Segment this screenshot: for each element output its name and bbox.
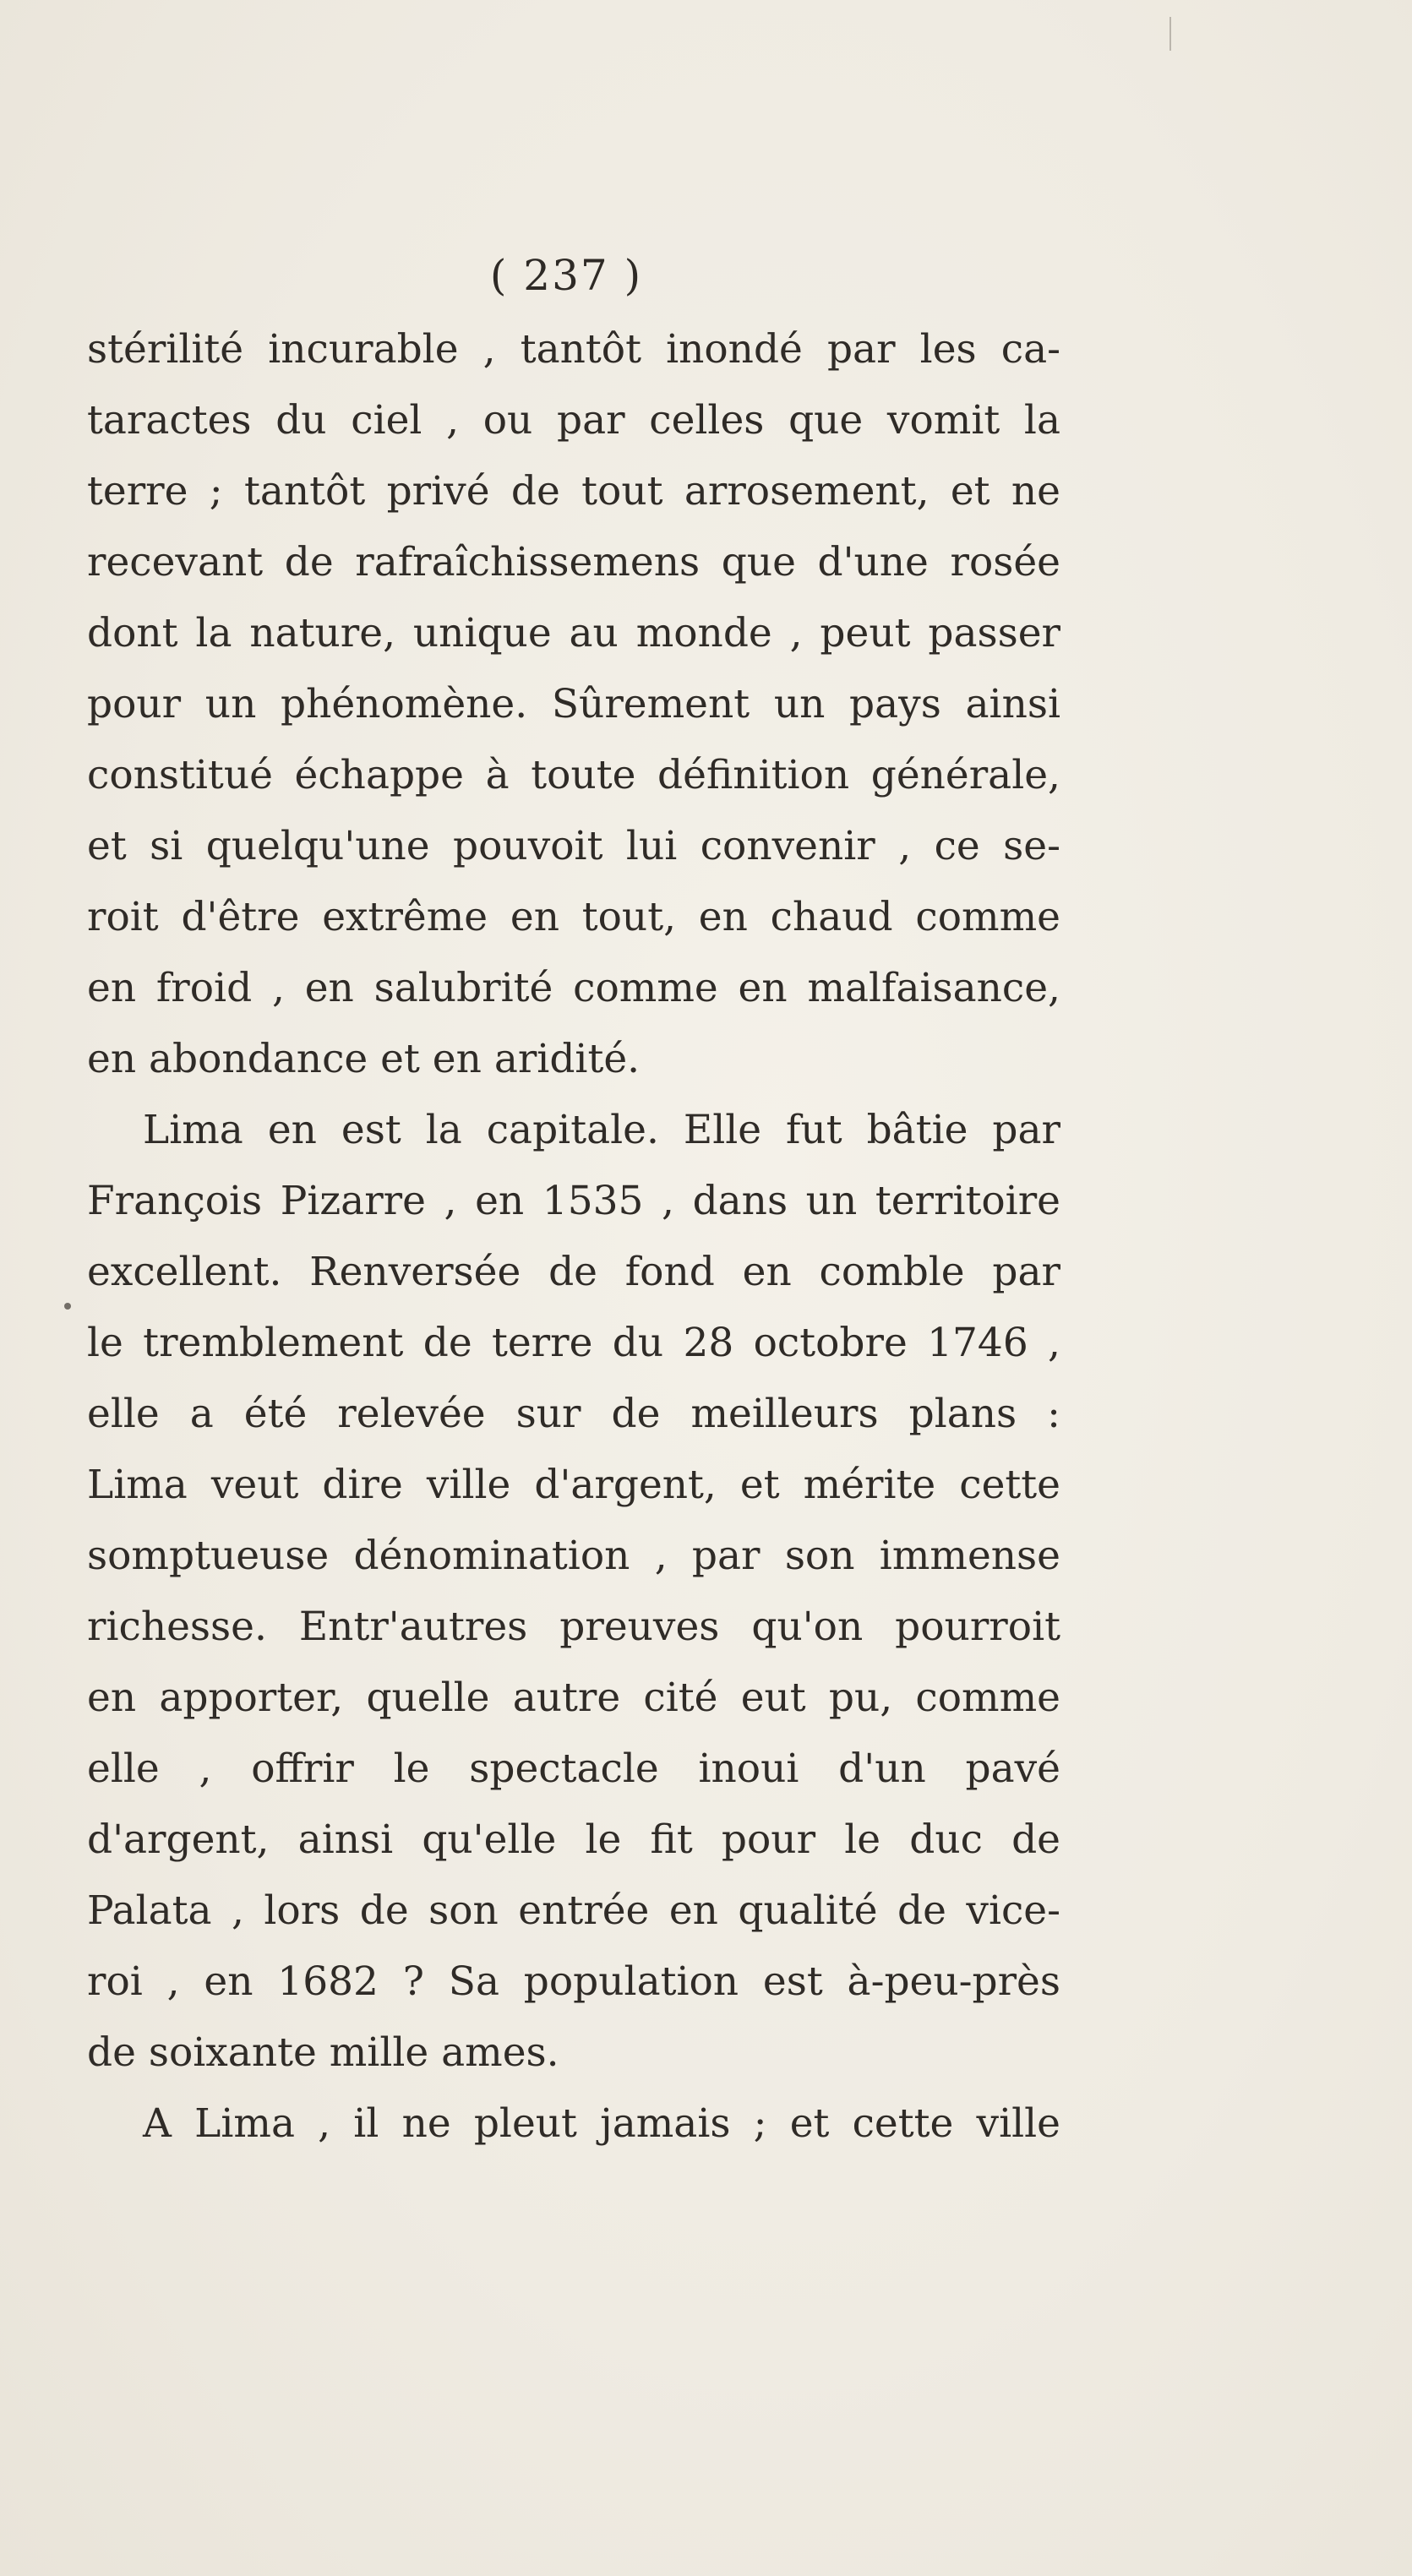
text-line: constitué échappe à toute définition générale, [87,752,1060,798]
text-line: d'argent, ainsi qu'elle le fit pour le duc de [87,1816,1060,1863]
text-line: le tremblement de terre du 28 octobre 1746 , [87,1320,1060,1366]
text-line: Lima en est la capitale. Elle fut bâtie par [143,1107,1060,1153]
text-line: roit d'être extrême en tout, en chaud comme [87,894,1060,940]
text-line: en froid , en salubrité comme en malfaisance, [87,965,1060,1011]
text-line: roi , en 1682 ? Sa population est à-peu-près [87,1958,1060,2005]
text-line: en apporter, quelle autre cité eut pu, comme [87,1675,1060,1721]
text-line: excellent. Renversée de fond en comble par [87,1249,1060,1295]
text-line: elle a été relevée sur de meilleurs plans : [87,1391,1060,1437]
ink-speck [64,1303,71,1310]
text-line: et si quelqu'une pouvoit lui convenir , ce se- [87,823,1060,869]
text-line: Lima veut dire ville d'argent, et mérite cette [87,1462,1060,1508]
text-line: somptueuse dénomination , par son immense [87,1533,1060,1579]
text-line: A Lima , il ne pleut jamais ; et cette ville [143,2100,1060,2147]
paper-mark [1169,17,1171,51]
body-text [87,314,1060,2159]
text-line: de soixante mille ames. [87,2029,559,2076]
page-number: ( 237 ) [489,251,643,300]
text-line: dont la nature, unique au monde , peut passer [87,610,1060,656]
text-line: Palata , lors de son entrée en qualité de vice- [87,1887,1060,1934]
text-line: en abondance et en aridité. [87,1036,641,1082]
text-line: elle , offrir le spectacle inoui d'un pavé [87,1745,1060,1792]
text-line: stérilité incurable , tantôt inondé par les ca- [87,326,1060,373]
text-line: richesse. Entr'autres preuves qu'on pourroit [87,1604,1060,1650]
text-line: taractes du ciel , ou par celles que vomit la [87,397,1060,444]
text-line: terre ; tantôt privé de tout arrosement, et ne [87,468,1060,515]
text-line: recevant de rafraîchissemens que d'une rosée [87,539,1060,585]
text-line: François Pizarre , en 1535 , dans un territoire [87,1178,1060,1224]
text-line: pour un phénomène. Sûrement un pays ainsi [87,681,1060,727]
